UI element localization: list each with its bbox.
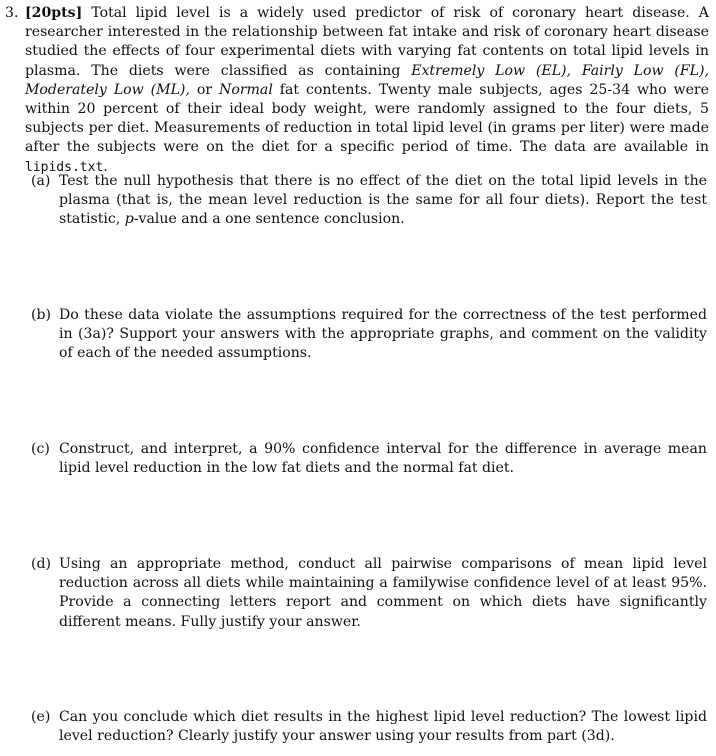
part-a-text-1: Test the null hypothesis that there is no effect of the diet on the total lipid levels in the plasma (that is, the mean level reduction is the same for all four diets). Report the test statistic, xyxy=(59,173,707,228)
part-text: Using an appropriate method, conduct all pairwise comparisons of mean lipid level reduction across all diets while maintaining a familywise confidence level of at least 95%. Provide a connecting letters report and comment on which diets have significantly different means. Fully justify your answer. xyxy=(59,556,707,630)
part-label: (e) xyxy=(31,709,51,725)
problem-header xyxy=(5,4,709,177)
part-label: (b) xyxy=(31,307,52,323)
diet-names: Extremely Low (EL), Fairly Low (FL), Moderately Low (ML), xyxy=(25,62,709,98)
part-d xyxy=(31,555,707,632)
part-text: Can you conclude which diet results in the highest lipid level reduction? The lowest lipid level reduction? Clearly justify your answer using your results from part (3d). xyxy=(59,709,707,745)
problem-number: 3. xyxy=(5,5,19,21)
p-symbol: p xyxy=(124,211,134,228)
part-text: Do these data violate the assumptions required for the correctness of the test performed in (3a)? Support your answers with the appropriate graphs, and comment on the validity of each of the needed assumptions. xyxy=(59,307,707,362)
part-e xyxy=(31,708,707,746)
part-b xyxy=(31,306,707,364)
diet-normal: Normal xyxy=(219,81,273,98)
part-text: Construct, and interpret, a 90% confidence interval for the difference in average mean lipid level reduction in the low fat diets and the normal fat diet. xyxy=(59,441,707,477)
problem-3 xyxy=(5,4,709,177)
part-c xyxy=(31,440,707,478)
part-label: (c) xyxy=(31,441,50,457)
problem-points: [20pts] xyxy=(25,5,83,21)
problem-intro xyxy=(25,4,709,177)
part-text xyxy=(59,172,707,230)
part-label: (a) xyxy=(31,173,51,189)
part-a xyxy=(31,172,707,230)
intro-text-1: Total lipid level is a widely used predictor of risk of coronary heart disease. A researcher interested in the relationship between fat intake and risk of coronary heart disease studied the effects of four experimental diets with varying fat contents on total lipid levels in plasma. The diets were classified as containing xyxy=(25,5,709,79)
part-a-text-2: -value and a one sentence conclusion. xyxy=(133,211,405,228)
intro-or: or xyxy=(189,81,219,98)
part-label: (d) xyxy=(31,556,52,572)
data-filename: lipids.txt xyxy=(25,159,104,175)
intro-text-2: fat contents. Twenty male subjects, ages 25-34 who were within 20 percent of their ideal body weight, were randomly assigned to the four diets, 5 subjects per diet. Measurements of reduction in total lipid level (in grams per liter) were made after the subjects were on the diet for a specific period of time. The data are available in xyxy=(25,81,710,156)
intro-end: . xyxy=(103,158,108,175)
